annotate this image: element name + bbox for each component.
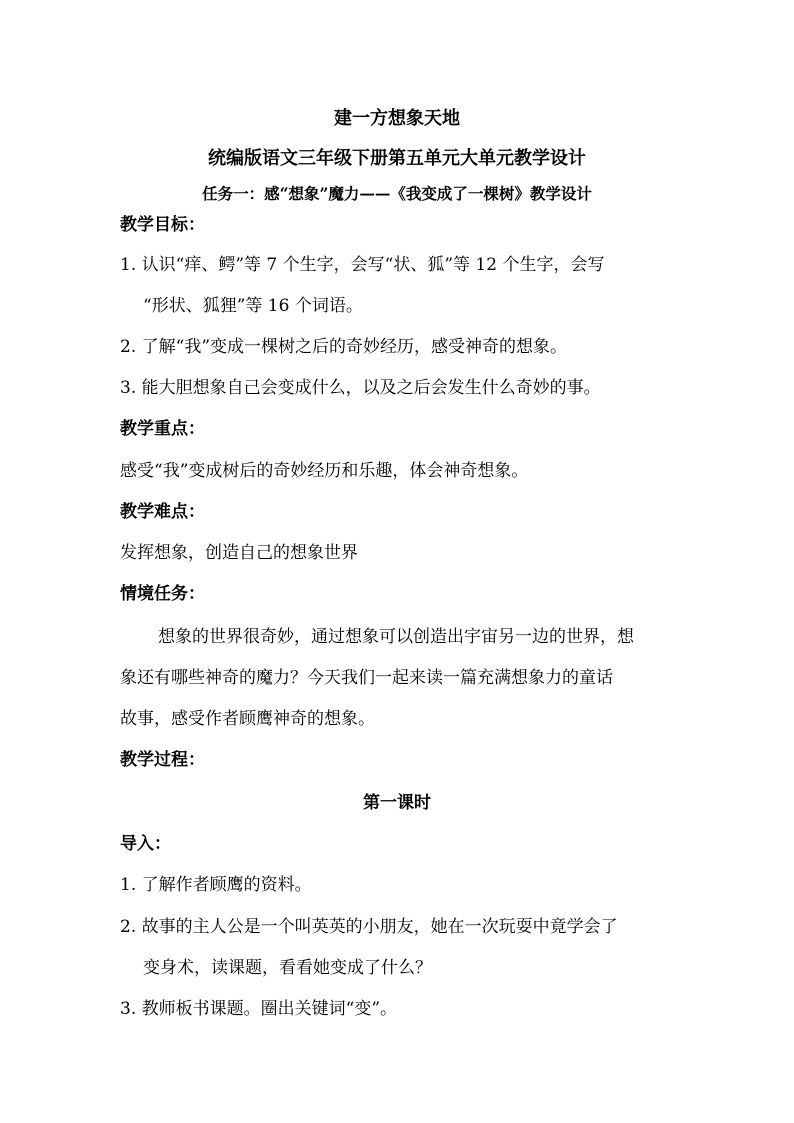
document-title: 建一方想象天地: [334, 108, 460, 129]
key-points-heading: 教学重点：: [120, 419, 205, 439]
difficulties-text: 发挥想象，创造自己的想象世界: [120, 543, 358, 563]
intro-item: 2. 故事的主人公是一个叫英英的小朋友，她在一次玩耍中竟学会了: [120, 917, 618, 937]
context-paragraph-line: 想象的世界很奇妙，通过想象可以创造出宇宙另一边的世界，想: [158, 627, 634, 647]
intro-heading: 导入：: [120, 834, 171, 854]
key-points-text: 感受“我”变成树后的奇妙经历和乐趣，体会神奇想象。: [120, 461, 529, 481]
intro-item-continuation: 变身术，读课题，看看她变成了什么？: [143, 958, 432, 978]
goal-item-continuation: “形状、狐狸”等 16 个词语。: [143, 296, 363, 316]
process-heading: 教学过程：: [120, 750, 205, 770]
intro-item: 1. 了解作者顾鹰的资料。: [120, 875, 312, 895]
goals-heading: 教学目标：: [120, 215, 205, 235]
document-subtitle: 统编版语文三年级下册第五单元大单元教学设计: [208, 148, 586, 169]
goal-item: 1. 认识“痒、鳄”等 7 个生字，会写“状、狐”等 12 个生字，会写: [120, 255, 605, 275]
goal-item: 2. 了解“我”变成一棵树之后的奇妙经历，感受神奇的想象。: [120, 337, 568, 357]
task-title: 任务一：感“想象”魔力——《我变成了一棵树》教学设计: [202, 184, 592, 203]
lesson-title: 第一课时: [363, 793, 431, 813]
context-heading: 情境任务：: [120, 584, 205, 604]
intro-item: 3. 教师板书课题。圈出关键词“变”。: [120, 999, 398, 1019]
goal-item: 3. 能大胆想象自己会变成什么，以及之后会发生什么奇妙的事。: [120, 378, 601, 398]
context-paragraph-line: 故事，感受作者顾鹰神奇的想象。: [120, 709, 375, 729]
difficulties-heading: 教学难点：: [120, 502, 205, 522]
context-paragraph-line: 象还有哪些神奇的魔力？今天我们一起来读一篇充满想象力的童话: [120, 668, 613, 688]
